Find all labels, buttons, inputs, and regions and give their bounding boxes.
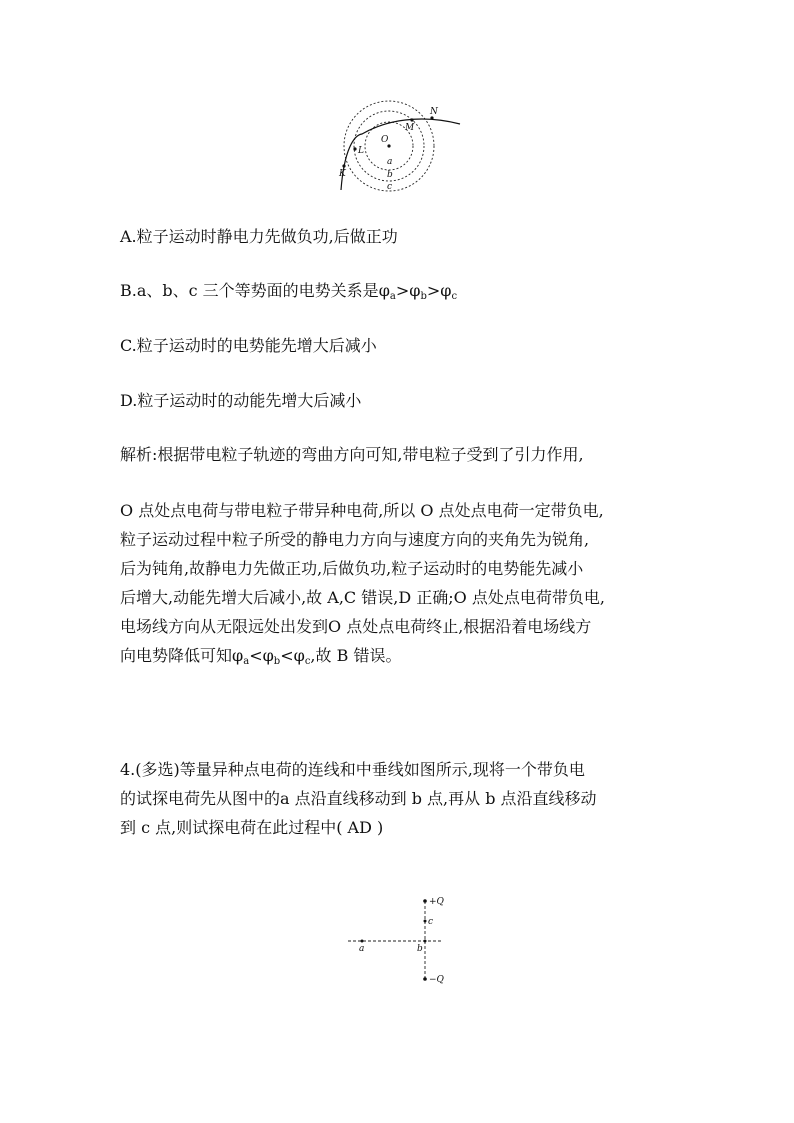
subscript-c: c — [304, 656, 311, 667]
subscript-a: a — [389, 291, 396, 302]
phi-symbol: φ — [440, 281, 452, 300]
analysis-last-line — [120, 641, 680, 670]
analysis-last-suffix: ,故 B 错误。 — [310, 646, 402, 665]
analysis-line: 粒子运动过程中粒子所受的静电力方向与速度方向的夹角先为锐角, — [120, 530, 590, 549]
analysis-line: 后为钝角,故静电力先做正功,后做负功,粒子运动时的电势能先减小 — [120, 559, 584, 578]
label-b: b — [387, 170, 393, 180]
question-4 — [120, 755, 680, 842]
label-a: a — [359, 944, 365, 954]
point-K — [342, 164, 345, 167]
phi-symbol: φ — [378, 281, 390, 300]
analysis-paragraph — [120, 496, 680, 670]
greater-than: > — [395, 281, 410, 300]
question-4-line: 的试探电荷先从图中的a 点沿直线移动到 b 点,再从 b 点沿直线移动 — [120, 789, 597, 808]
option-C: C.粒子运动时的电势能先增大后减小 — [120, 336, 377, 355]
label-plus-Q: +Q — [429, 897, 444, 907]
greater-than: > — [426, 281, 441, 300]
point-M — [410, 118, 413, 121]
option-D: D.粒子运动时的动能先增大后减小 — [120, 391, 362, 410]
option-B — [120, 280, 457, 302]
subscript-c: c — [451, 291, 458, 302]
label-c: c — [387, 182, 393, 192]
question-4-line: 4.(多选)等量异种点电荷的连线和中垂线如图所示,现将一个带负电 — [120, 760, 585, 779]
negative-charge — [423, 977, 427, 981]
analysis-first-line: 解析:根据带电粒子轨迹的弯曲方向可知,带电粒子受到了引力作用, — [120, 445, 584, 464]
option-B-text: B.a、b、c 三个等势面的电势关系是 — [120, 281, 379, 300]
point-b — [424, 940, 427, 943]
phi-symbol: φ — [409, 281, 421, 300]
subscript-b: b — [273, 656, 281, 667]
label-minus-Q: −Q — [429, 975, 444, 985]
charges-diagram — [346, 893, 446, 987]
label-a: a — [387, 157, 393, 167]
phi-symbol: φ — [262, 646, 274, 665]
point-L — [353, 147, 356, 150]
phi-symbol: φ — [232, 646, 244, 665]
analysis-line: 电场线方向从无限远处出发到O 点处点电荷终止,根据沿着电场线方 — [120, 617, 592, 636]
phi-symbol: φ — [293, 646, 305, 665]
subscript-a: a — [243, 656, 250, 667]
label-K: K — [339, 169, 346, 179]
equipotential-figure — [336, 100, 462, 196]
subscript-b: b — [420, 291, 427, 302]
analysis-last-prefix: 向电势降低可知 — [120, 646, 233, 665]
analysis-line: 后增大,动能先增大后减小,故 A,C 错误,D 正确;O 点处点电荷带负电, — [120, 588, 605, 607]
positive-charge — [423, 899, 427, 903]
label-L: L — [358, 146, 364, 156]
option-A: A.粒子运动时静电力先做负功,后做正功 — [120, 227, 398, 246]
less-than: < — [249, 646, 263, 665]
less-than: < — [280, 646, 294, 665]
label-c: c — [428, 917, 434, 927]
label-M: M — [405, 123, 415, 133]
charges-figure — [346, 893, 446, 987]
label-O: O — [381, 135, 389, 145]
question-4-line: 到 c 点,则试探电荷在此过程中( AD ) — [120, 818, 384, 837]
label-N: N — [430, 107, 438, 117]
point-a — [361, 940, 364, 943]
analysis-line: O 点处点电荷与带电粒子带异种电荷,所以 O 点处点电荷一定带负电, — [120, 501, 604, 520]
label-b: b — [417, 944, 423, 954]
equipotential-diagram — [336, 100, 462, 196]
point-c — [424, 920, 427, 923]
